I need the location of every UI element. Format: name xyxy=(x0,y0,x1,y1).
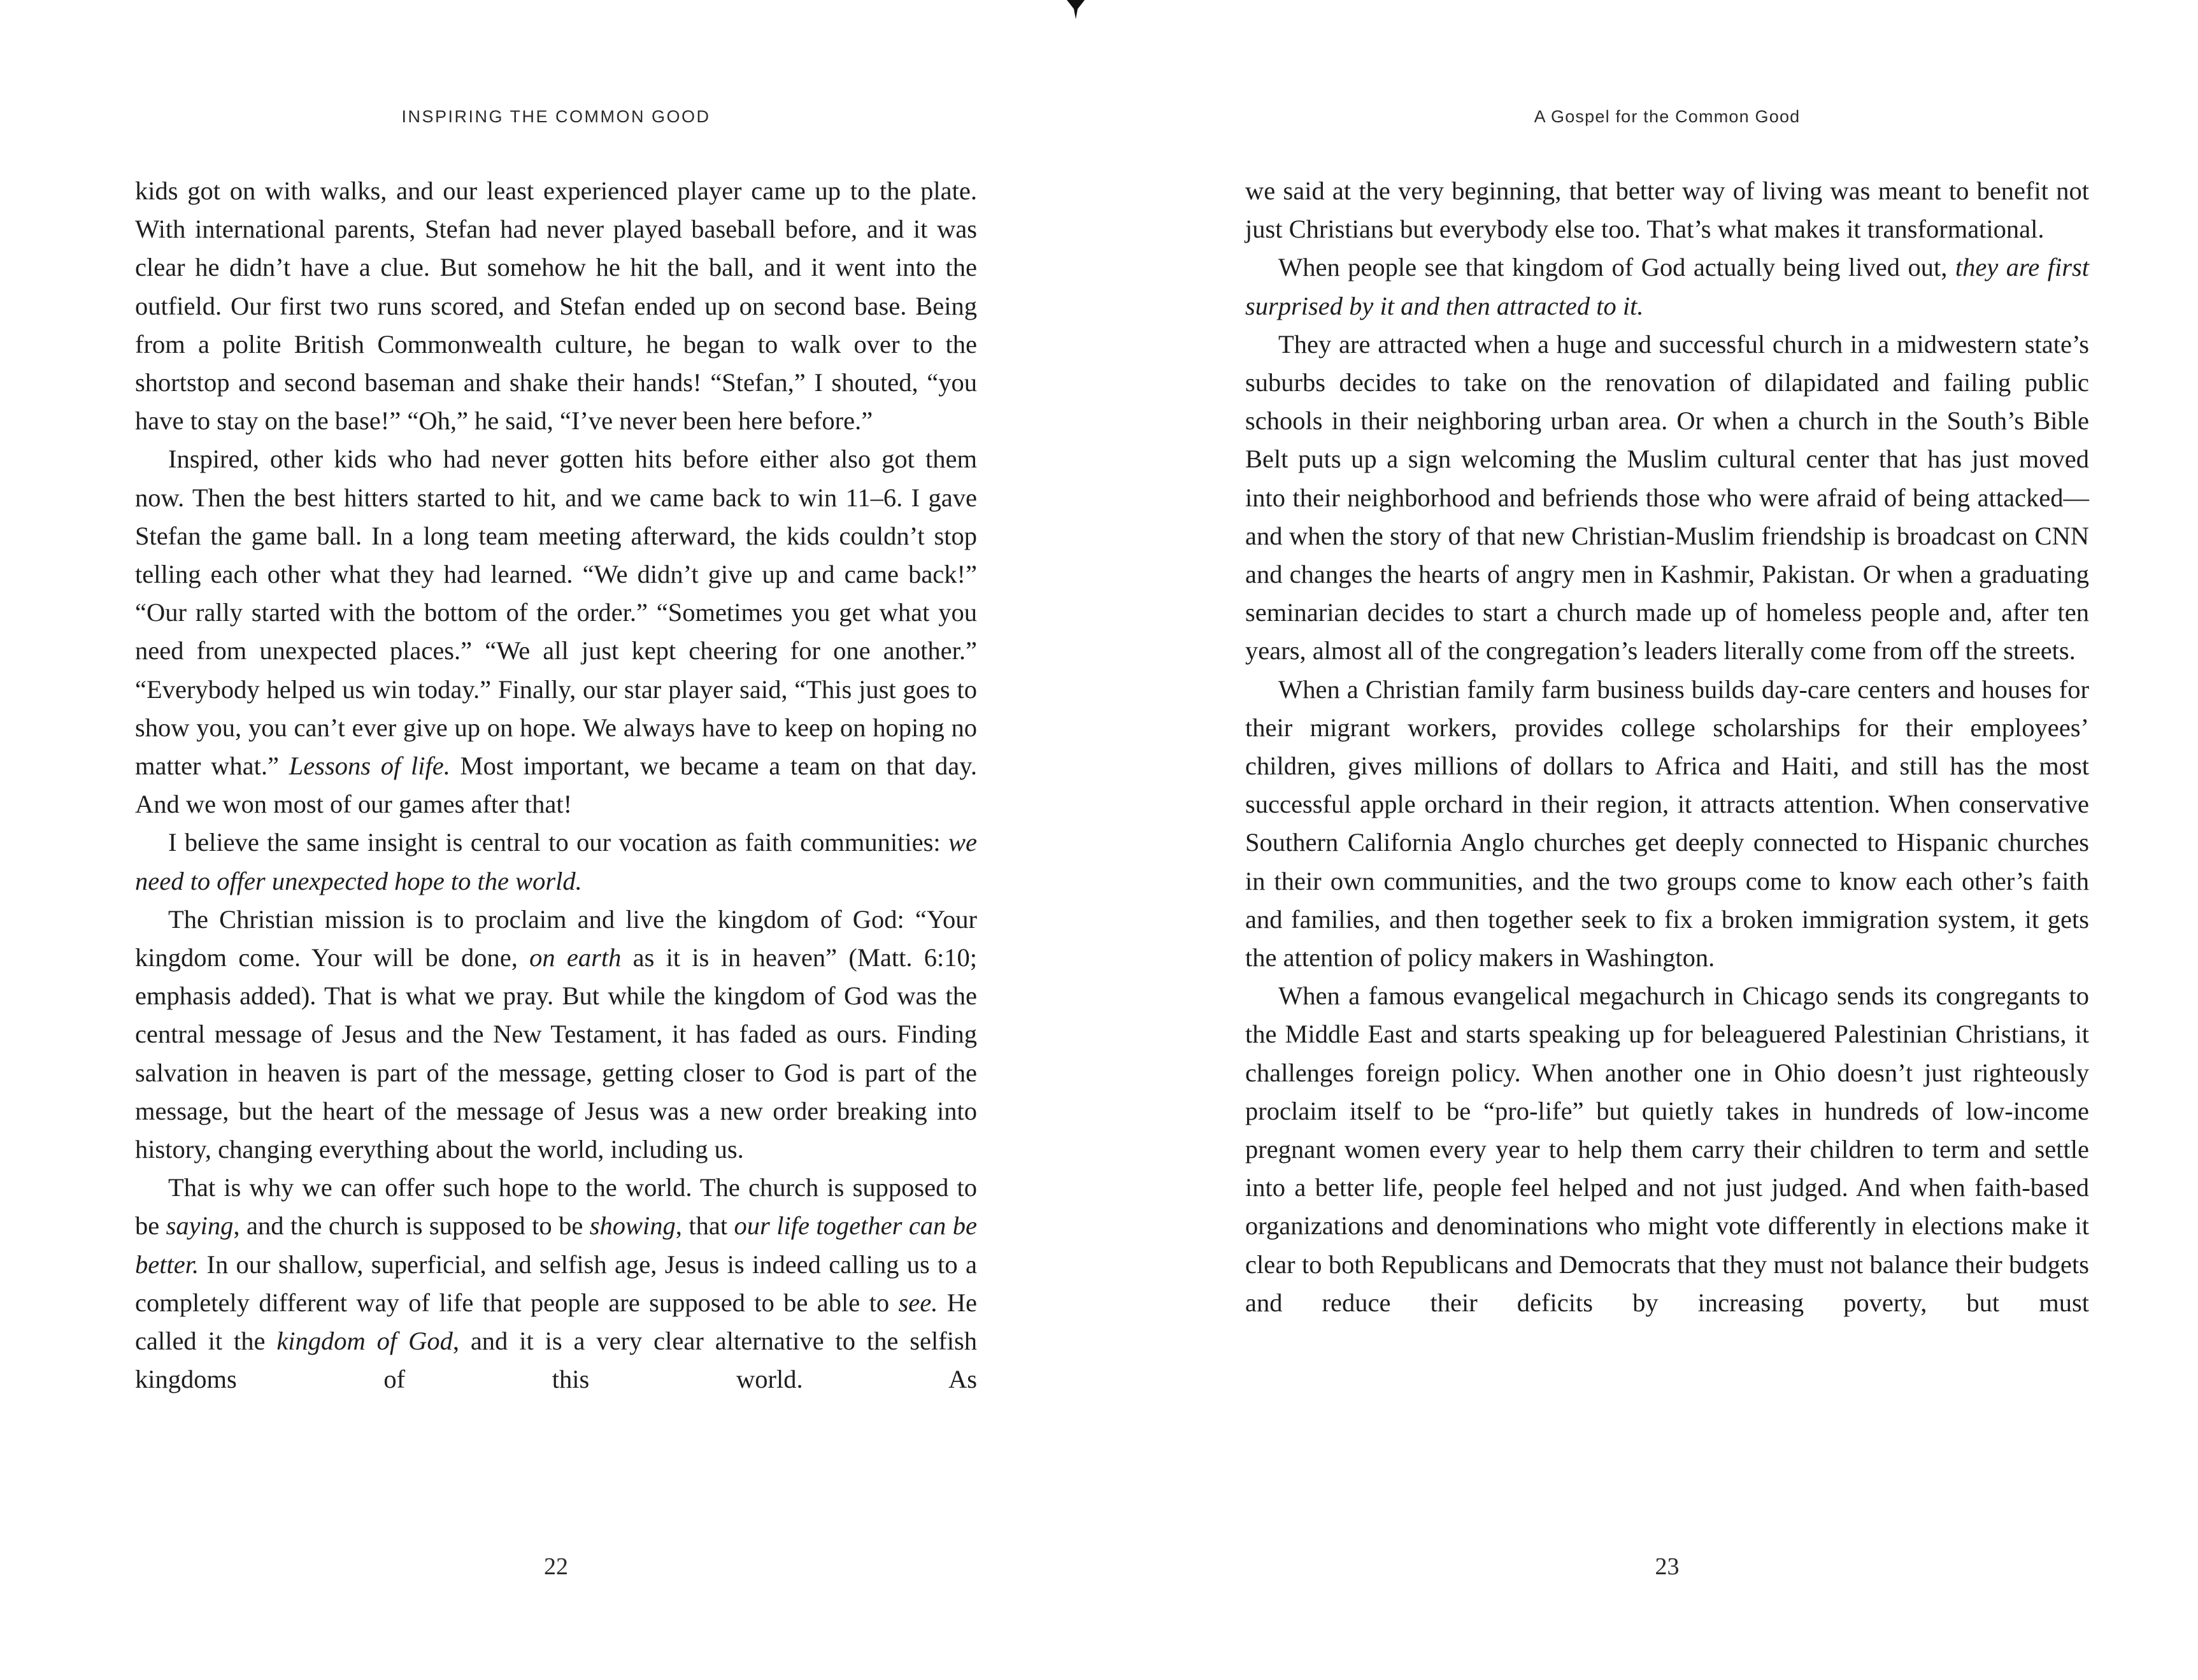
running-head-left: INSPIRING THE COMMON GOOD xyxy=(401,107,711,126)
paragraph: kids got on with walks, and our least experienced player came up to the plate. With international parents, Stefan had never played baseball before, and it was clear he didn’t have a clue. But somehow he hit the ball, and it went into the outfield. Our first two runs scored, and Stefan ended up on second base. Being from a polite British Commonwealth culture, he began to walk over to the shortstop and second baseman and shake their hands! “Stefan,” I shouted, “you have to stay on the base!” “Oh,” he said, “I’ve never been here before.” xyxy=(135,176,977,436)
page-number-left: 22 xyxy=(544,1553,568,1580)
running-head-right: A Gospel for the Common Good xyxy=(1534,107,1801,126)
paragraph: When a famous evangelical megachurch in Chicago sends its congregants to the Middle East and starts speaking up for beleaguered Palestinian Christians, it challenges foreign policy. When another one in Ohio doesn’t just righteously proclaim itself to be “pro-life” but quietly takes in hundreds of low-income pregnant women every year to help them carry their children to term and settle into a better life, people feel helped and not just judged. And when faith-based organizations and denominations who might vote differently in elections make it clear to both Republicans and Democrats that they must not balance their budgets and reduce their deficits by increasing poverty, but must xyxy=(1245,981,2089,1317)
paragraph: we said at the very beginning, that better way of living was meant to benefit not just Christians but everybody else too. That’s what makes it transformational. xyxy=(1245,176,2089,244)
paragraph: Inspired, other kids who had never gotten hits before either also got them now. Then the best hitters started to hit, and we came back to win 11–6. I gave Stefan the game ball. In a long team meeting afterward, the kids couldn’t stop telling each other what they had learned. “We didn’t give up and came back!” “Our rally started with the bottom of the order.” “Sometimes you get what you need from unexpected places.” “We all just kept cheering for one another.” “Everybody helped us win today.” Finally, our star player said, “This just goes to show you, you can’t ever give up on hope. We always have to keep on hoping no matter what.” Lessons of life. Most important, we became a team on that day. And we won most of our games after that! xyxy=(135,445,977,819)
right-body-text xyxy=(1245,172,2089,1322)
paragraph: The Christian mission is to proclaim and live the kingdom of God: “Your kingdom come. Your will be done, on earth as it is in heaven” (Matt. 6:10; emphasis added). That is what we pray. But while the kingdom of God was the central message of Jesus and the New Testament, it has faded as ours. Finding salvation in heaven is part of the message, getting closer to God is part of the message, but the heart of the message of Jesus was a new order breaking into history, changing everything about the world, including us. xyxy=(135,904,977,1164)
page-top-ornament xyxy=(1065,0,1087,19)
left-body-text xyxy=(135,172,977,1399)
right-page xyxy=(1245,0,2089,1680)
paragraph: That is why we can offer such hope to the world. The church is supposed to be saying, and the church is supposed to be showing, that our life together can be better. In our shallow, superficial, and selfish age, Jesus is indeed calling us to a completely different way of life that people are supposed to be able to see. He called it the kingdom of God, and it is a very clear alternative to the selfish kingdoms of this world. As xyxy=(135,1173,978,1394)
paragraph: I believe the same insight is central to our vocation as faith communities: we need to offer unexpected hope to the world. xyxy=(135,828,977,895)
paragraph: They are attracted when a huge and successful church in a midwestern state’s suburbs decides to take on the renovation of dilapidated and failing public schools in their neighboring urban area. Or when a church in the South’s Bible Belt puts up a sign welcoming the Muslim cultural center that has just moved into their neighborhood and befriends those who were afraid of being attacked—and when the story of that new Christian-Muslim friendship is broadcast on CNN and changes the hearts of angry men in Kashmir, Pakistan. Or when a graduating seminarian decides to start a church made up of homeless people and, after ten years, almost all of the congregation’s leaders literally come from off the streets. xyxy=(1245,329,2089,666)
page-number-right: 23 xyxy=(1655,1553,1680,1580)
paragraph: When people see that kingdom of God actually being lived out, they are first surprised by it and then attracted to it. xyxy=(1245,253,2090,320)
paragraph: When a Christian family farm business builds day-care centers and houses for their migrant workers, provides college scholarships for their employees’ children, gives millions of dollars to Africa and Haiti, and still has the most successful apple orchard in their region, it attracts attention. When conservative Southern California Anglo churches get deeply connected to Hispanic churches in their own communities, and the two groups come to know each other’s faith and families, and then together seek to fix a broken immigration system, it gets the attention of policy makers in Washington. xyxy=(1245,674,2089,972)
left-page xyxy=(135,0,977,1680)
